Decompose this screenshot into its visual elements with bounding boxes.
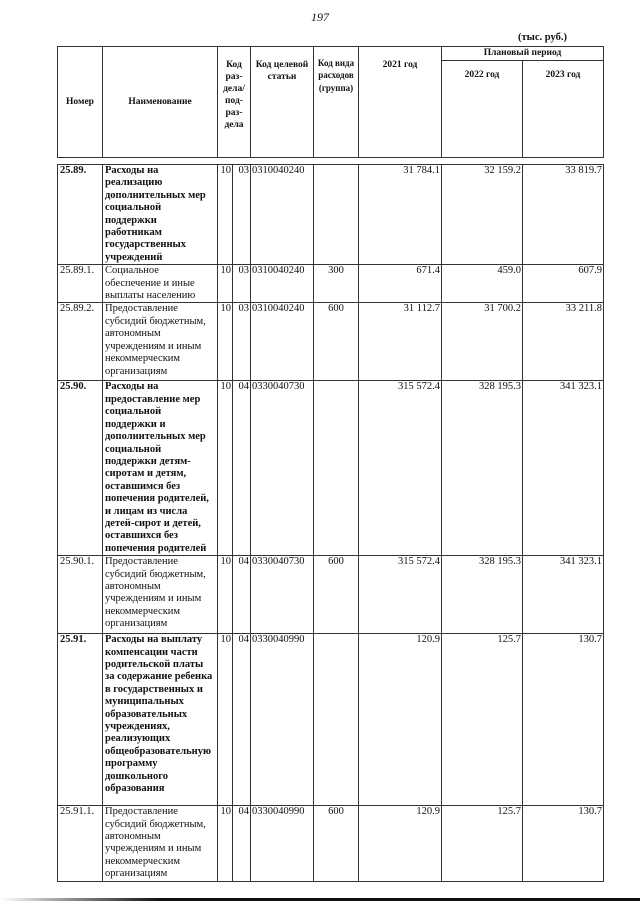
row-expense-code: 600: [314, 303, 359, 381]
row-name: Расходы на реализацию дополнительных мер социальной поддержки работникам государственных учреждений: [103, 165, 218, 265]
row-section: 10: [218, 265, 233, 303]
header-section: Код раз-дела/ под-раз-дела: [218, 47, 251, 158]
row-expense-code: 600: [314, 556, 359, 634]
row-number: 25.91.1.: [58, 806, 103, 882]
row-value-2022: 125.7: [442, 806, 523, 882]
row-section: 10: [218, 556, 233, 634]
row-section: 10: [218, 303, 233, 381]
header-number: Номер: [58, 47, 103, 158]
row-target-code: 0330040730: [251, 556, 314, 634]
header-name: Наименование: [103, 47, 218, 158]
table-row: [58, 165, 604, 265]
bottom-rule: [0, 898, 640, 901]
row-value-2023: 130.7: [523, 634, 604, 806]
row-expense-code: [314, 381, 359, 556]
table-row: [58, 381, 604, 556]
row-value-2022: 328 195.3: [442, 381, 523, 556]
table-row: [58, 303, 604, 381]
row-number: 25.89.2.: [58, 303, 103, 381]
table-row: [58, 265, 604, 303]
row-target-code: 0310040240: [251, 165, 314, 265]
row-value-2022: 31 700.2: [442, 303, 523, 381]
row-value-2021: 31 784.1: [359, 165, 442, 265]
row-expense-code: [314, 634, 359, 806]
row-subsection: 04: [233, 556, 251, 634]
row-section: 10: [218, 634, 233, 806]
row-value-2023: 33 211.8: [523, 303, 604, 381]
row-number: 25.89.1.: [58, 265, 103, 303]
row-subsection: 04: [233, 634, 251, 806]
row-value-2023: 33 819.7: [523, 165, 604, 265]
row-target-code: 0310040240: [251, 265, 314, 303]
header-2021: 2021 год: [359, 47, 442, 158]
row-name: Предоставление субсидий бюджетным, автономным учреждениям и иным некоммерческим организациям: [103, 303, 218, 381]
table-row: [58, 556, 604, 634]
table-row: [58, 634, 604, 806]
row-expense-code: [314, 165, 359, 265]
row-name: Расходы на выплату компенсации части родительской платы за содержание ребенка в государственных и муниципальных образовательных учреждениях, реализующих общеобразовательную программу дошкольного образования: [103, 634, 218, 806]
budget-table: [57, 46, 604, 882]
row-target-code: 0310040240: [251, 303, 314, 381]
row-value-2021: 120.9: [359, 634, 442, 806]
header-target: Код целевой статьи: [251, 47, 314, 158]
table-row: [58, 806, 604, 882]
row-number: 25.90.: [58, 381, 103, 556]
row-target-code: 0330040730: [251, 381, 314, 556]
row-value-2021: 120.9: [359, 806, 442, 882]
row-value-2021: 31 112.7: [359, 303, 442, 381]
header-expense: Код вида расходов (группа): [314, 47, 359, 158]
row-value-2023: 341 323.1: [523, 381, 604, 556]
row-value-2022: 125.7: [442, 634, 523, 806]
row-number: 25.91.: [58, 634, 103, 806]
row-expense-code: 600: [314, 806, 359, 882]
row-subsection: 03: [233, 265, 251, 303]
header-planned: Плановый период: [442, 47, 604, 61]
row-section: 10: [218, 381, 233, 556]
row-subsection: 04: [233, 381, 251, 556]
row-section: 10: [218, 806, 233, 882]
row-value-2023: 607.9: [523, 265, 604, 303]
row-subsection: 03: [233, 165, 251, 265]
page-number: 197: [311, 10, 329, 24]
row-name: Социальное обеспечение и иные выплаты населению: [103, 265, 218, 303]
header-2022: 2022 год: [442, 61, 523, 158]
row-value-2021: 315 572.4: [359, 556, 442, 634]
header-2023: 2023 год: [523, 61, 604, 158]
row-value-2022: 459.0: [442, 265, 523, 303]
row-value-2021: 671.4: [359, 265, 442, 303]
row-number: 25.89.: [58, 165, 103, 265]
row-target-code: 0330040990: [251, 634, 314, 806]
row-value-2023: 130.7: [523, 806, 604, 882]
row-name: Расходы на предоставление мер социальной поддержки и дополнительных мер социальной поддержки детям-сиротам и детям, оставшимся без попечения родителей, и лицам из числа детей-сирот и детей, оставшихся без попечения родителей: [103, 381, 218, 556]
row-expense-code: 300: [314, 265, 359, 303]
row-name: Предоставление субсидий бюджетным, автономным учреждениям и иным некоммерческим организациям: [103, 556, 218, 634]
row-value-2023: 341 323.1: [523, 556, 604, 634]
row-subsection: 04: [233, 806, 251, 882]
row-number: 25.90.1.: [58, 556, 103, 634]
row-value-2021: 315 572.4: [359, 381, 442, 556]
row-section: 10: [218, 165, 233, 265]
row-value-2022: 32 159.2: [442, 165, 523, 265]
row-target-code: 0330040990: [251, 806, 314, 882]
row-value-2022: 328 195.3: [442, 556, 523, 634]
units-label: (тыс. руб.): [518, 32, 567, 43]
row-subsection: 03: [233, 303, 251, 381]
row-name: Предоставление субсидий бюджетным, автономным учреждениям и иным некоммерческим организациям: [103, 806, 218, 882]
